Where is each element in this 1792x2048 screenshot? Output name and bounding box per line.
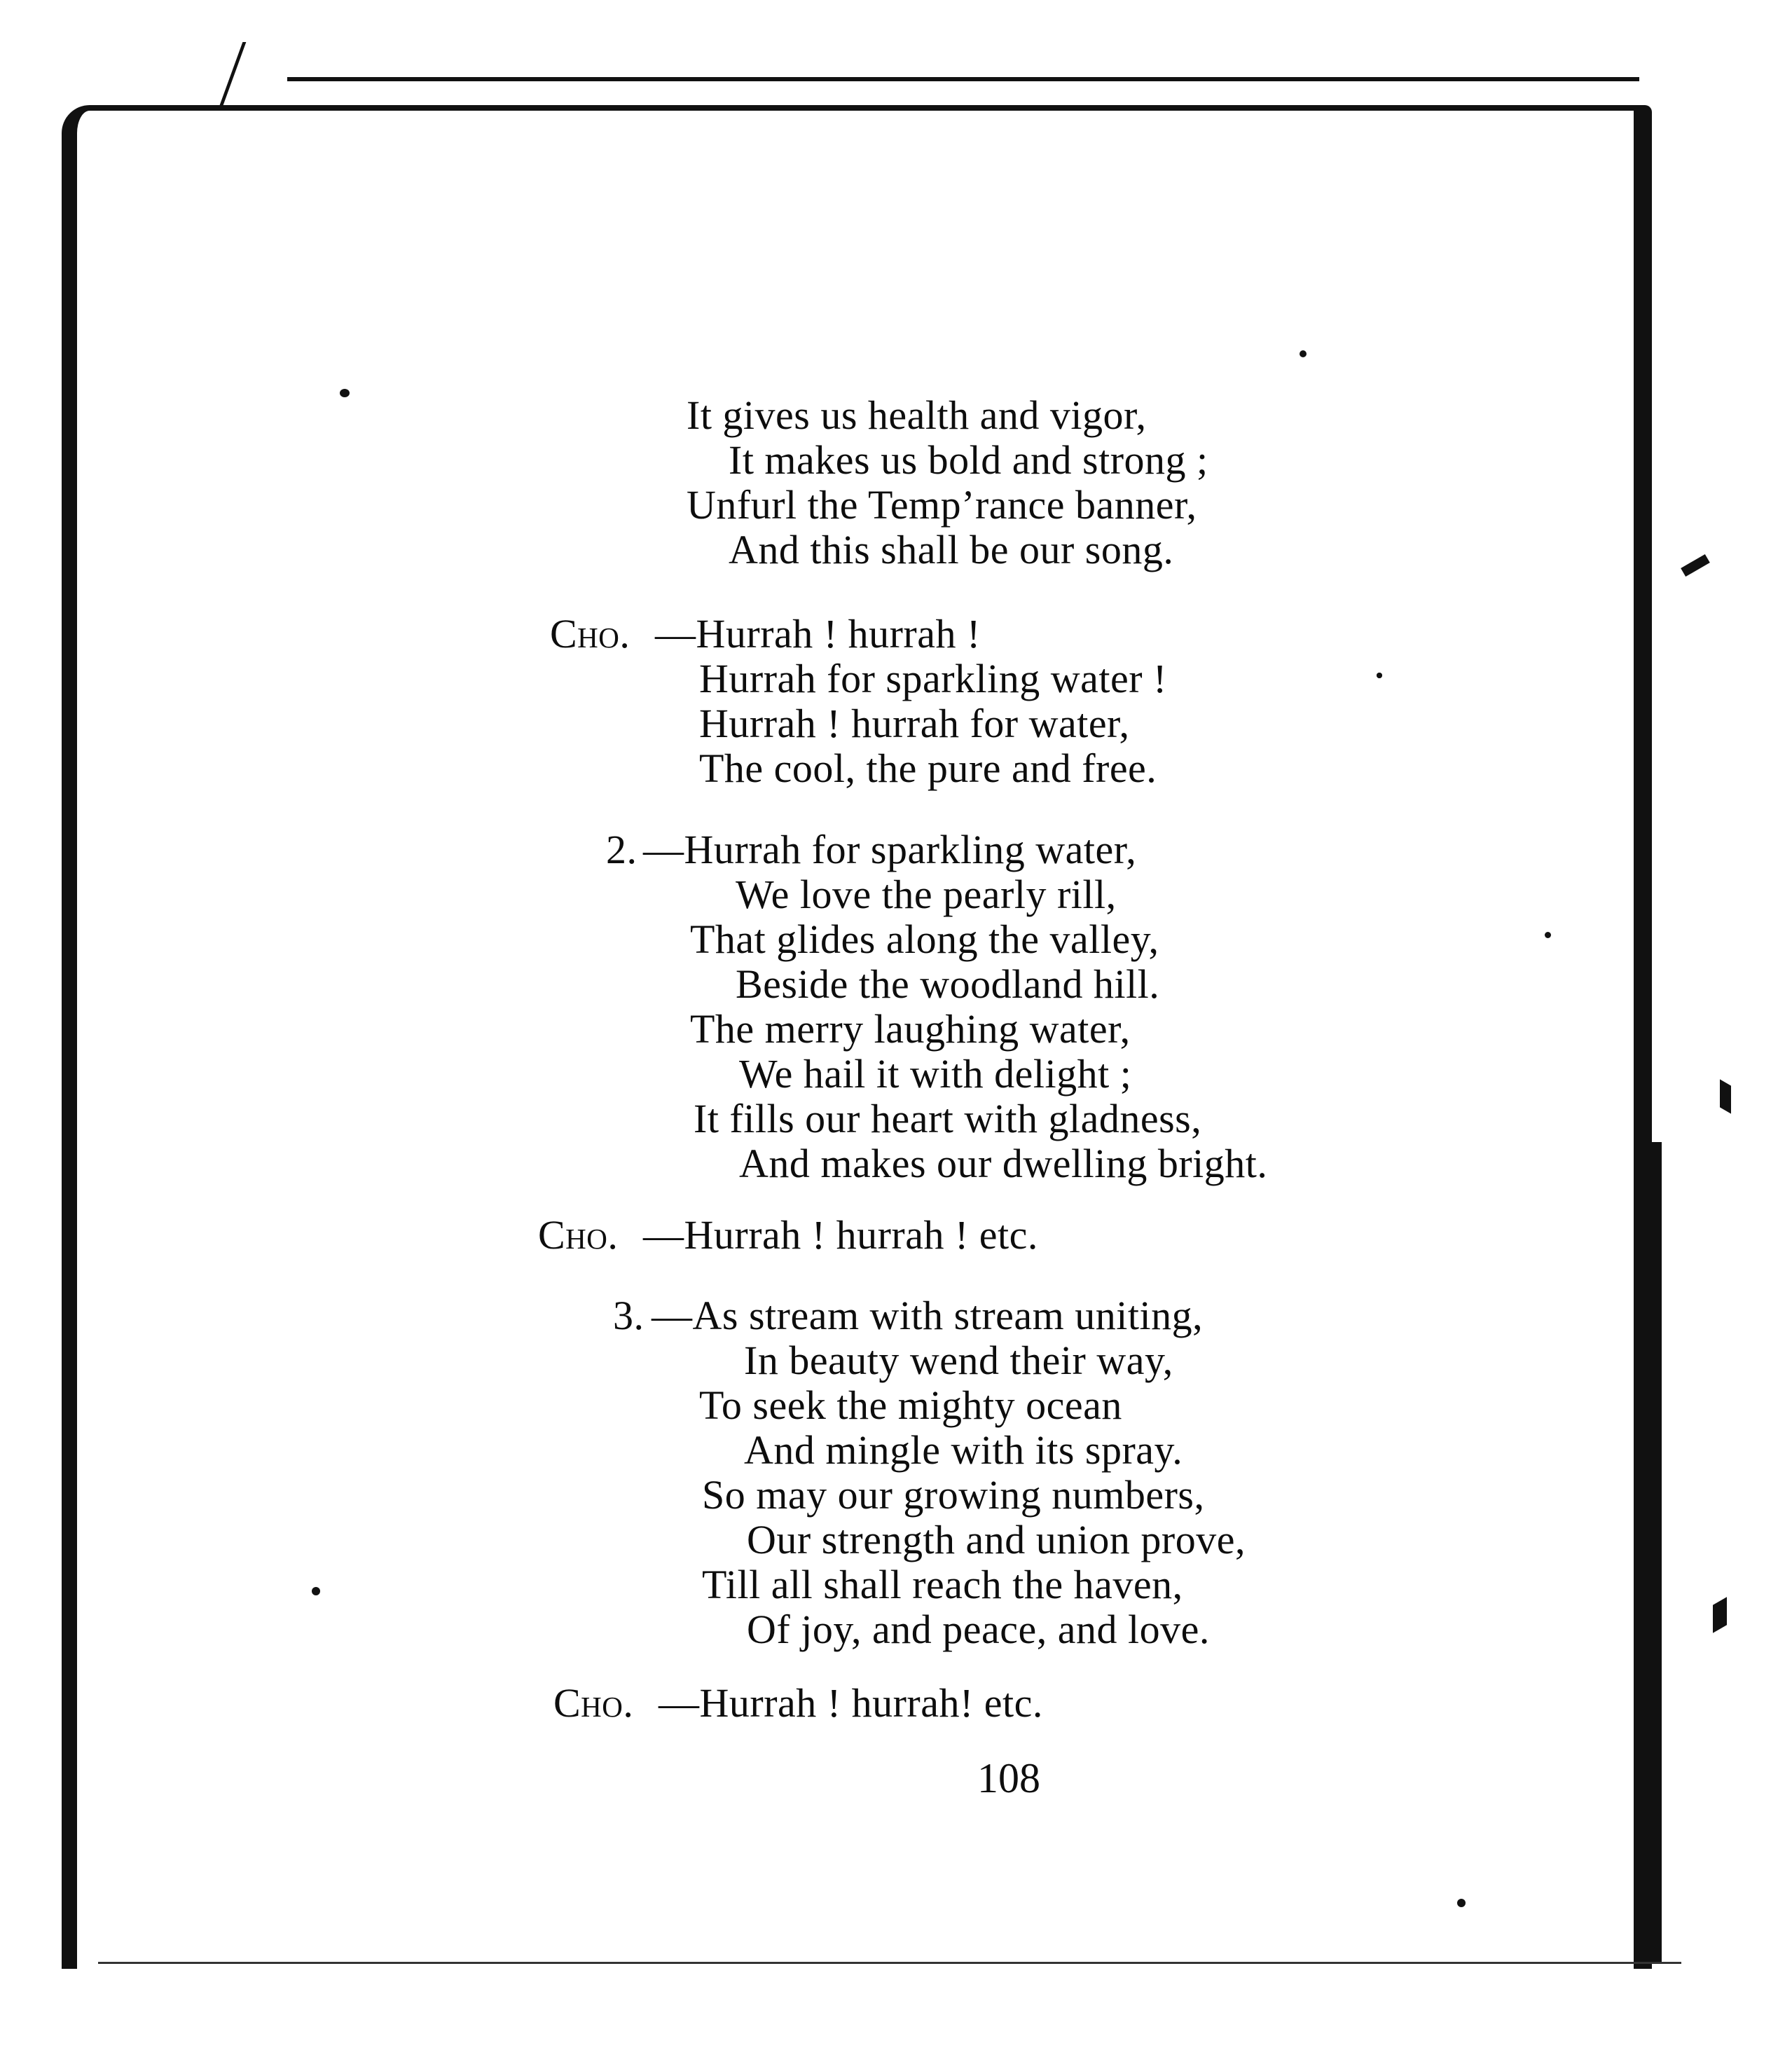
verse-line: —Hurrah for sparkling water, xyxy=(643,827,1137,872)
chorus-line: —Hurrah ! hurrah ! etc. xyxy=(643,1212,1038,1258)
verse-line: Of joy, and peace, and love. xyxy=(747,1607,1210,1652)
verse-line: It makes us bold and strong ; xyxy=(729,437,1208,483)
verse-number: 2. xyxy=(606,827,637,872)
verse-line: Beside the woodland hill. xyxy=(736,961,1160,1007)
verse-line: And mingle with its spray. xyxy=(744,1427,1183,1473)
chorus-line: —Hurrah ! hurrah! etc. xyxy=(659,1680,1043,1726)
verse-line: And this shall be our song. xyxy=(729,527,1174,572)
verse-line: Our strength and union prove, xyxy=(747,1517,1246,1562)
verse-line: We hail it with delight ; xyxy=(739,1051,1132,1097)
verse-line: And makes our dwelling bright. xyxy=(739,1141,1268,1186)
chorus-line: —Hurrah ! hurrah ! xyxy=(655,611,981,657)
chorus-line: The cool, the pure and free. xyxy=(699,745,1157,791)
chorus-label: Cho. xyxy=(553,1680,634,1726)
chorus-label: Cho. xyxy=(538,1212,619,1258)
verse-line: To seek the mighty ocean xyxy=(699,1382,1122,1428)
verse-number: 3. xyxy=(613,1293,645,1338)
verse-line: Unfurl the Temp’rance banner, xyxy=(687,482,1197,528)
chorus-label: Cho. xyxy=(550,611,630,657)
verse-line: Till all shall reach the haven, xyxy=(702,1562,1183,1607)
verse-line: It gives us health and vigor, xyxy=(687,392,1147,438)
verse-line: The merry laughing water, xyxy=(690,1006,1131,1052)
verse-line: In beauty wend their way, xyxy=(744,1338,1173,1383)
verse-line: —As stream with stream uniting, xyxy=(652,1293,1204,1338)
verse-line: That glides along the valley, xyxy=(690,916,1159,962)
page-number: 108 xyxy=(977,1755,1040,1801)
chorus-line: Hurrah ! hurrah for water, xyxy=(699,701,1130,746)
chorus-line: Hurrah for sparkling water ! xyxy=(699,656,1167,701)
verse-line: It fills our heart with gladness, xyxy=(694,1096,1202,1141)
verse-line: So may our growing numbers, xyxy=(702,1472,1205,1518)
verse-line: We love the pearly rill, xyxy=(736,872,1117,917)
